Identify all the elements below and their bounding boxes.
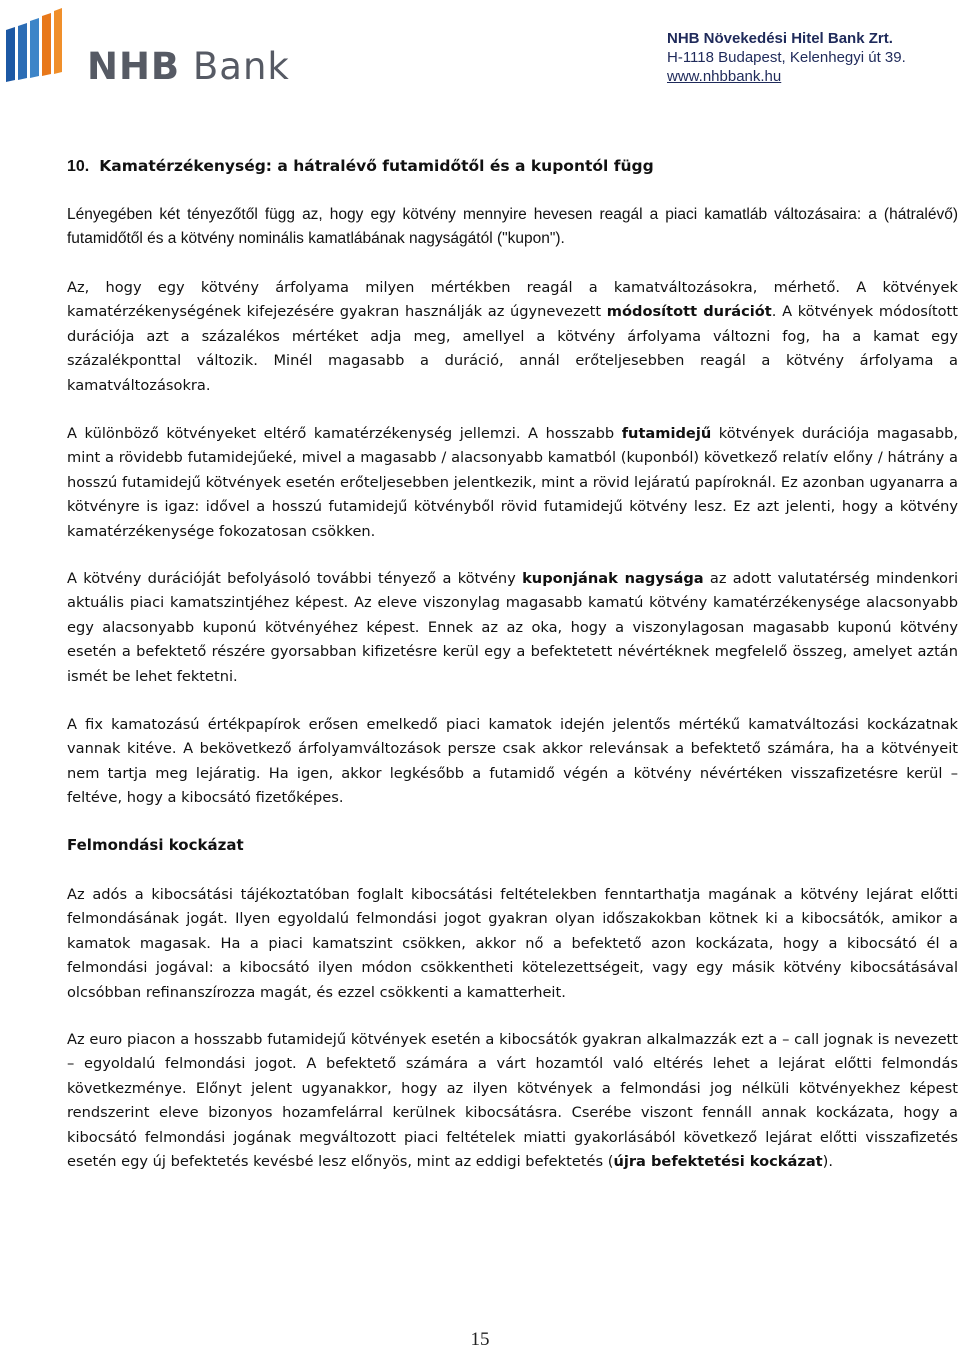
nhb-bank-logo bbox=[6, 4, 290, 90]
company-website-link[interactable]: www.nhbbank.hu bbox=[667, 68, 782, 85]
logo-mark-icon bbox=[6, 4, 86, 88]
paragraph-7 bbox=[67, 1028, 958, 1174]
paragraph-2-text-a: Az, hogy egy kötvény árfolyama milyen mértékben reagál a kamatváltozásokra, mérhető. A kötvények kamatérzékenységének kifejezésére gyakran használják az úgynevezett bbox=[67, 279, 958, 321]
paragraph-4-text-c: az adott valutatérség mindenkori aktuális piaci kamatszintjéhez képest. Az eleve viszonylag magasabb kamatú kötvény kamatérzékenysége alacsonyabb egy alacsonyabb kuponú kötvényéhez képest. Ennek az az oka, hogy a viszonylagosan magasabb kuponú kötvény esetén a befektető részére gyorsabban kifizetésre kerül egy a befektetett névértéknek megfelelő összeg, amelyet aztán ismét be lehet fektetni. bbox=[67, 570, 959, 685]
paragraph-2 bbox=[67, 276, 958, 398]
logo-wordmark: NHB Bank bbox=[87, 45, 290, 88]
paragraph-5 bbox=[67, 713, 958, 811]
paragraph-2-text-c: . A kötvények módosított durációja azt a százalékos mértéket adja meg, amellyel a kötvény árfolyama változni fog, ha a kamat egy százalékponttal változik. Minél magasabb a duráció, annál erőteljesebben reagál a kötvény árfolyama a kamatváltozásokra. bbox=[67, 303, 958, 394]
paragraph-7-text-a: Az euro piacon a hosszabb futamidejű kötvények esetén a kibocsátók gyakran alkalmazzák ezt a – call jognak is nevezett – egyoldalú felmondási jogot. A befektető számára a várt hozamtól való eltérés lehet a lejárat előtti felmondás következménye. Előnyt jelent ugyanakkor, hogy az ilyen kötvények a felmondási jog nélküli kötvényekhez képest rendszerint eleve bizonyos hozamfelárral kerülnek kibocsátásra. Cserébe viszont fennáll annak kockázata, hogy a kibocsátó felmondási jogának megváltozott piaci feltételek miatti gyakorlásából következő lejárat előtti visszafizetés esetén egy új befektetés kevésbé lesz előnyös, mint az eddigi befektetés ( bbox=[67, 1031, 958, 1171]
section-title: Kamatérzékenység: a hátralévő futamidőtől és a kupontól függ bbox=[99, 157, 654, 175]
paragraph-4-text-a: A kötvény durációját befolyásoló további tényező a kötvény bbox=[67, 570, 523, 587]
page-number: 15 bbox=[470, 1329, 490, 1350]
paragraph-6-text: Az adós a kibocsátási tájékoztatóban foglalt kibocsátási feltételekben fenntarthatja magának a kötvény lejárat előtti felmondásának jogát. Ilyen egyoldalú felmondási jogot gyakran olyan időszakokban kötnek ki a kibocsátók, amikor a kamatok magasak. Ha a piaci kamatszint csökken, akkor nő a befektető azon kockázata, hogy a kibocsátó él a felmondási jogával: a kibocsátó ilyen módon csökkentheti kötelezettségeit, vagy egy másik kötvény kibocsátásával olcsóbban refinanszírozza magát, és ezzel csökkenti a kamatterheit. bbox=[67, 886, 958, 1001]
term-reinvestment-risk: újra befektetési kockázat bbox=[613, 1153, 823, 1171]
paragraph-4 bbox=[67, 567, 958, 689]
company-info bbox=[667, 29, 906, 86]
section-number: 10. bbox=[67, 158, 90, 175]
paragraph-6 bbox=[67, 883, 958, 1005]
section-heading bbox=[67, 157, 654, 176]
paragraph-7-text-c: ). bbox=[822, 1153, 833, 1171]
subheading-call-risk: Felmondási kockázat bbox=[67, 836, 244, 854]
company-address: H-1118 Budapest, Kelenhegyi út 39. bbox=[667, 49, 906, 66]
paragraph-1 bbox=[67, 203, 958, 251]
term-coupon-size: kuponjának nagysága bbox=[522, 570, 704, 587]
paragraph-3-text-c: kötvények durációja magasabb, mint a rövidebb futamidejűeké, mivel a magasabb / alacsonyabb kamatból (kuponból) következő relatív előny / hátrány a hosszú futamidejű kötvények esetén erőteljesebben jelentkezik, mint a rövid lejáratú papíroknál. Ez azonban ugyanarra a kötvényre is igaz: idővel a hosszú futamidejű kötvényből rövid futamidejű kötvény lesz. Ez azt jelenti, hogy a kötvény kamatérzékenysége fokozatosan csökken. bbox=[67, 425, 959, 540]
term-maturity: futamidejű bbox=[621, 425, 712, 442]
term-modified-duration: módosított durációt bbox=[606, 303, 772, 321]
paragraph-3 bbox=[67, 422, 958, 544]
paragraph-5-text: A fix kamatozású értékpapírok erősen emelkedő piaci kamatok idején jelentős mértékű kamatváltozási kockázatnak vannak kitéve. A bekövetkező árfolyamváltozások persze csak akkor relevánsak a befektető számára, ha a kötvényeit nem tartja meg lejáratig. Ha igen, akkor legkésőbb a futamidő végén a kötvény névértéken visszafizetésre kerül – feltéve, hogy a kibocsátó fizetőképes. bbox=[67, 716, 958, 807]
paragraph-1-text: Lényegében két tényezőtől függ az, hogy egy kötvény mennyire hevesen reagál a piaci kamatláb változásaira: a (hátralévő) futamidőtől és a kötvény nominális kamatlábának nagyságától ("kupon"). bbox=[67, 206, 958, 247]
company-name: NHB Növekedési Hitel Bank Zrt. bbox=[667, 30, 893, 47]
paragraph-3-text-a: A különböző kötvényeket eltérő kamatérzékenység jellemzi. A hosszabb bbox=[67, 425, 622, 442]
